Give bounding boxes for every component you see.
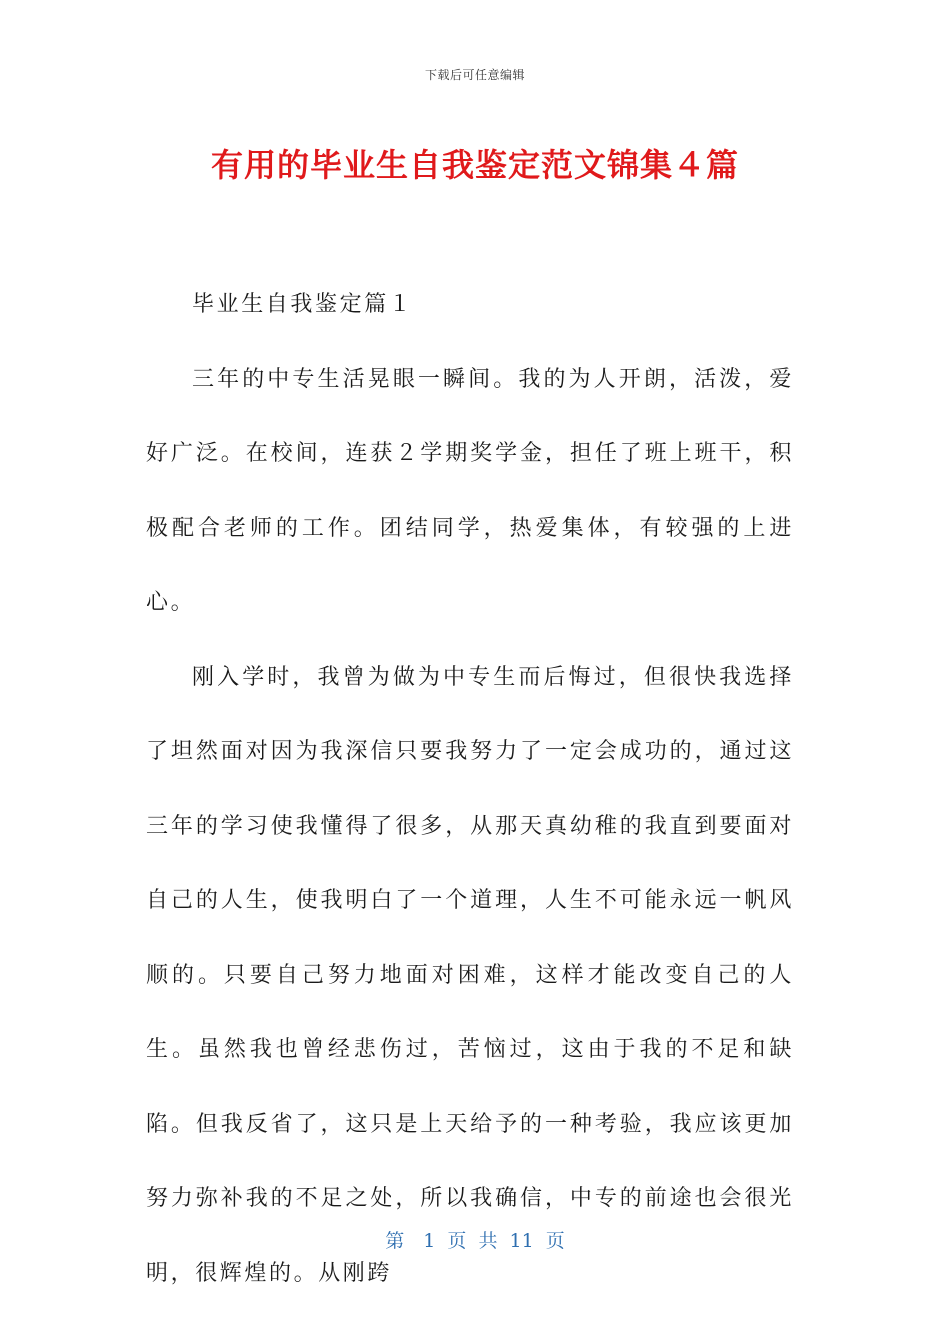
paragraph-1: 三年的中专生活晃眼一瞬间。我的为人开朗，活泼，爱好广泛。在校间，连获２学期奖学金，担任了班上班干，积极配合老师的工作。团结同学，热爱集体，有较强的上进心。 (146, 366, 794, 615)
page-header-note: 下载后可任意编辑 (424, 68, 525, 82)
document-body (146, 268, 794, 1311)
paragraph-2: 刚入学时，我曾为做为中专生而后悔过，但很快我选择了坦然面对因为我深信只要我努力了一定会成功的，通过这三年的学习使我懂得了很多，从那天真幼稚的我直到要面对自己的人生，使我明白了一个道理，人生不可能永远一帆风顺的。只要自己努力地面对困难，这样才能改变自己的人生。虽然我也曾经悲伤过，苦恼过，这由于我的不足和缺陷。但我反省了，这只是上天给予的一种考验，我应该更加努力弥补我的不足之处，所以我确信，中专的前途也会很光明，很辉煌的。从刚跨 (146, 664, 794, 1286)
page-number-footer: 第 1 页 共 11 页 (385, 1230, 565, 1252)
document-title: 有用的毕业生自我鉴定范文锦集４篇 (210, 146, 739, 184)
section-heading: 毕业生自我鉴定篇１ (192, 292, 414, 317)
